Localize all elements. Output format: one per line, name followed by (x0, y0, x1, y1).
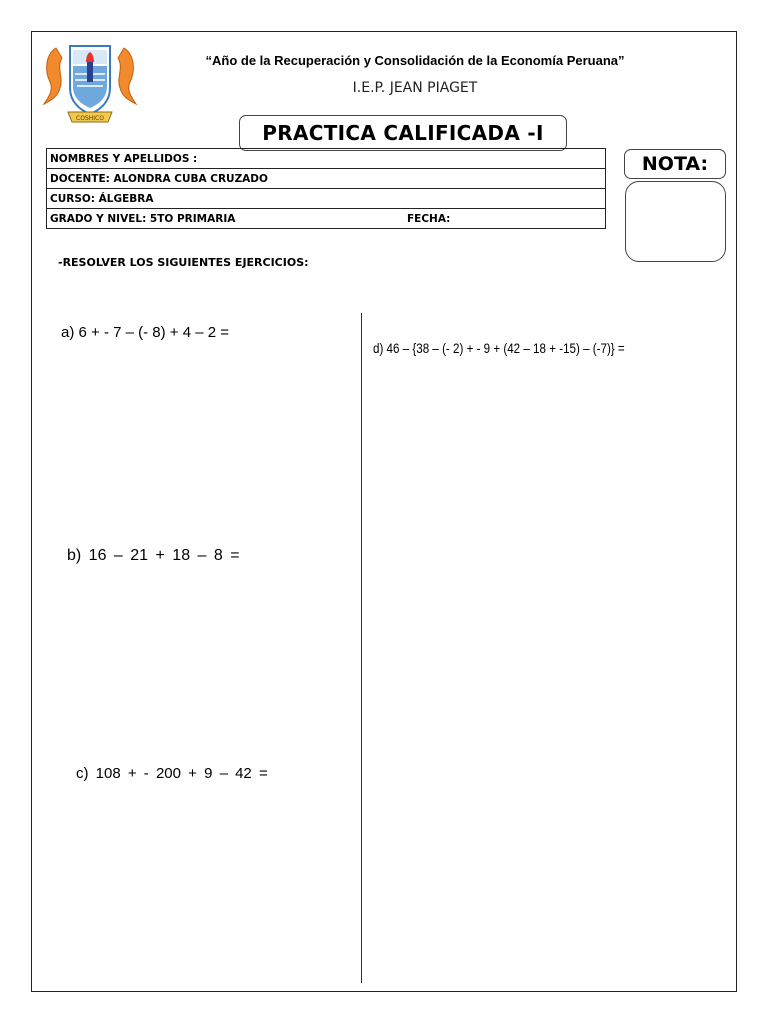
course-field: CURSO: ÁLGEBRA (47, 189, 606, 209)
national-motto: “Año de la Recuperación y Consolidación de la Economía Peruana” (205, 53, 625, 68)
student-info-table (46, 148, 606, 229)
column-divider (361, 313, 362, 983)
school-name: I.E.P. JEAN PIAGET (352, 80, 478, 96)
svg-text:COSHICO: COSHICO (76, 115, 104, 122)
page-title: PRACTICA CALIFICADA -I (239, 115, 567, 151)
exercise-d: d) 46 – {38 – (- 2) + - 9 + (42 – 18 + -15) – (-7)} = (373, 341, 625, 356)
date-field[interactable]: FECHA: (407, 212, 451, 225)
teacher-field: DOCENTE: ALONDRA CUBA CRUZADO (47, 169, 606, 189)
names-field[interactable]: NOMBRES Y APELLIDOS : (47, 149, 606, 169)
exercise-a: a) 6 + - 7 – (- 8) + 4 – 2 = (61, 324, 230, 341)
exercise-c: c) 108 + - 200 + 9 – 42 = (76, 765, 268, 782)
instructions: -RESOLVER LOS SIGUIENTES EJERCICIOS: (58, 256, 309, 269)
table-row (47, 209, 606, 229)
grade-level-field: GRADO Y NIVEL: 5TO PRIMARIA (50, 212, 236, 225)
grade-level-cell (47, 209, 606, 229)
table-row (47, 169, 606, 189)
table-row (47, 149, 606, 169)
school-crest-logo (42, 40, 138, 128)
grade-box[interactable] (625, 181, 726, 262)
table-row (47, 189, 606, 209)
grade-label: NOTA: (624, 149, 726, 179)
exercise-b: b) 16 – 21 + 18 – 8 = (67, 547, 240, 564)
